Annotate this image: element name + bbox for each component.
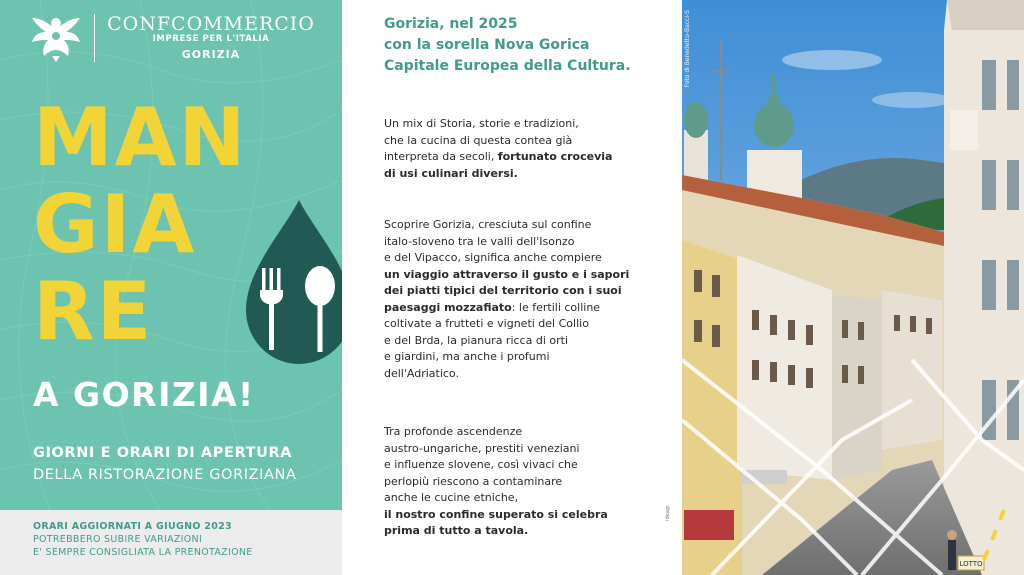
text-line: italo-sloveno tra le valli dell'Isonzo — [384, 234, 575, 248]
headline-line-1: MAN — [33, 91, 248, 184]
brand-text — [106, 14, 316, 65]
text-line: austro-ungariche, prestiti veneziani — [384, 441, 580, 455]
update-notice — [0, 510, 342, 575]
bold-line: di usi culinari diversi. — [384, 166, 518, 180]
text-line: Tra profonde ascendenze — [384, 425, 523, 438]
text-line: dell'Adriatico. — [384, 366, 459, 380]
text-fragment: interpreta da secoli, — [384, 150, 498, 163]
text-line: Scoprire Gorizia, cresciuta sul confine — [384, 218, 592, 231]
bold-line: un viaggio attraverso il gusto e i sapori — [384, 267, 630, 281]
opening-hours-heading: GIORNI E ORARI DI APERTURA — [33, 445, 293, 461]
gorizia-street-photo — [682, 0, 1024, 575]
bold-fragment: paesaggi mozzafiato — [384, 300, 512, 314]
bold-line: prima di tutto a tavola. — [384, 524, 529, 537]
bold-line: il nostro confine superato si celebra — [384, 507, 608, 521]
paragraph-2 — [384, 217, 654, 382]
text-line: che la cucina di questa contea già — [384, 133, 573, 147]
confcommercio-logo — [28, 12, 328, 64]
notice-line-1: ORARI AGGIORNATI A GIUGNO 2023 — [33, 521, 232, 532]
paragraph-1 — [384, 116, 654, 182]
text-line: e del Vipacco, significa anche compiere — [384, 251, 602, 264]
text-line: e giardini, ma anche i profumi — [384, 350, 550, 363]
paragraph-3 — [384, 424, 654, 540]
lotto-sign: LOTTO — [959, 560, 983, 568]
brand-city: GORIZIA — [181, 48, 241, 61]
text-fragment: : le fertili colline — [511, 300, 601, 314]
text-line — [384, 300, 654, 317]
text-line: Un mix di Storia, storie e tradizioni, — [384, 117, 579, 130]
text-line: perlopiù riescono a contaminare — [384, 474, 563, 488]
notice-line-3: E' SEMPRE CONSIGLIATA LA PRENOTAZIONE — [33, 547, 253, 558]
text-line — [384, 149, 654, 166]
headline-subtitle: A GORIZIA! — [33, 375, 255, 414]
notice-line-2: POTREBBERO SUBIRE VARIAZIONI — [33, 534, 203, 545]
headline-line-2: GIA — [33, 178, 197, 271]
street-illustration — [682, 0, 1024, 575]
brand-name: CONFCOMMERCIO — [107, 13, 315, 35]
page-title — [384, 14, 631, 77]
photo-credit: Foto di Benedetto-Bacci-S — [684, 10, 691, 88]
text-line: e influenze slovene, così vivaci che — [384, 458, 578, 471]
text-line: e del Brda, la pianura ricca di orti — [384, 333, 569, 347]
bold-fragment: fortunato crocevia — [497, 150, 613, 163]
title-line-3: Capitale Europea della Cultura. — [384, 58, 631, 74]
designer-credit: ideagr — [665, 505, 671, 521]
fork-and-spoon-drop-icon — [244, 200, 342, 365]
brand-tagline: IMPRESE PER L'ITALIA — [152, 34, 270, 44]
eagle-icon — [28, 12, 84, 64]
title-line-1: Gorizia, nel 2025 — [384, 16, 518, 32]
text-line: anche le cucine etniche, — [384, 491, 519, 504]
intro-text-page — [342, 0, 682, 575]
text-line: coltivate a frutteti e vigneti del Collio — [384, 317, 589, 330]
bold-line: dei piatti tipici del territorio con i suoi — [384, 284, 622, 297]
title-line-2: con la sorella Nova Gorica — [384, 37, 590, 53]
logo-divider — [94, 14, 95, 62]
restaurants-subheading: DELLA RISTORAZIONE GORIZIANA — [33, 467, 297, 483]
headline-line-3: RE — [33, 265, 154, 358]
cover-panel — [0, 0, 342, 575]
